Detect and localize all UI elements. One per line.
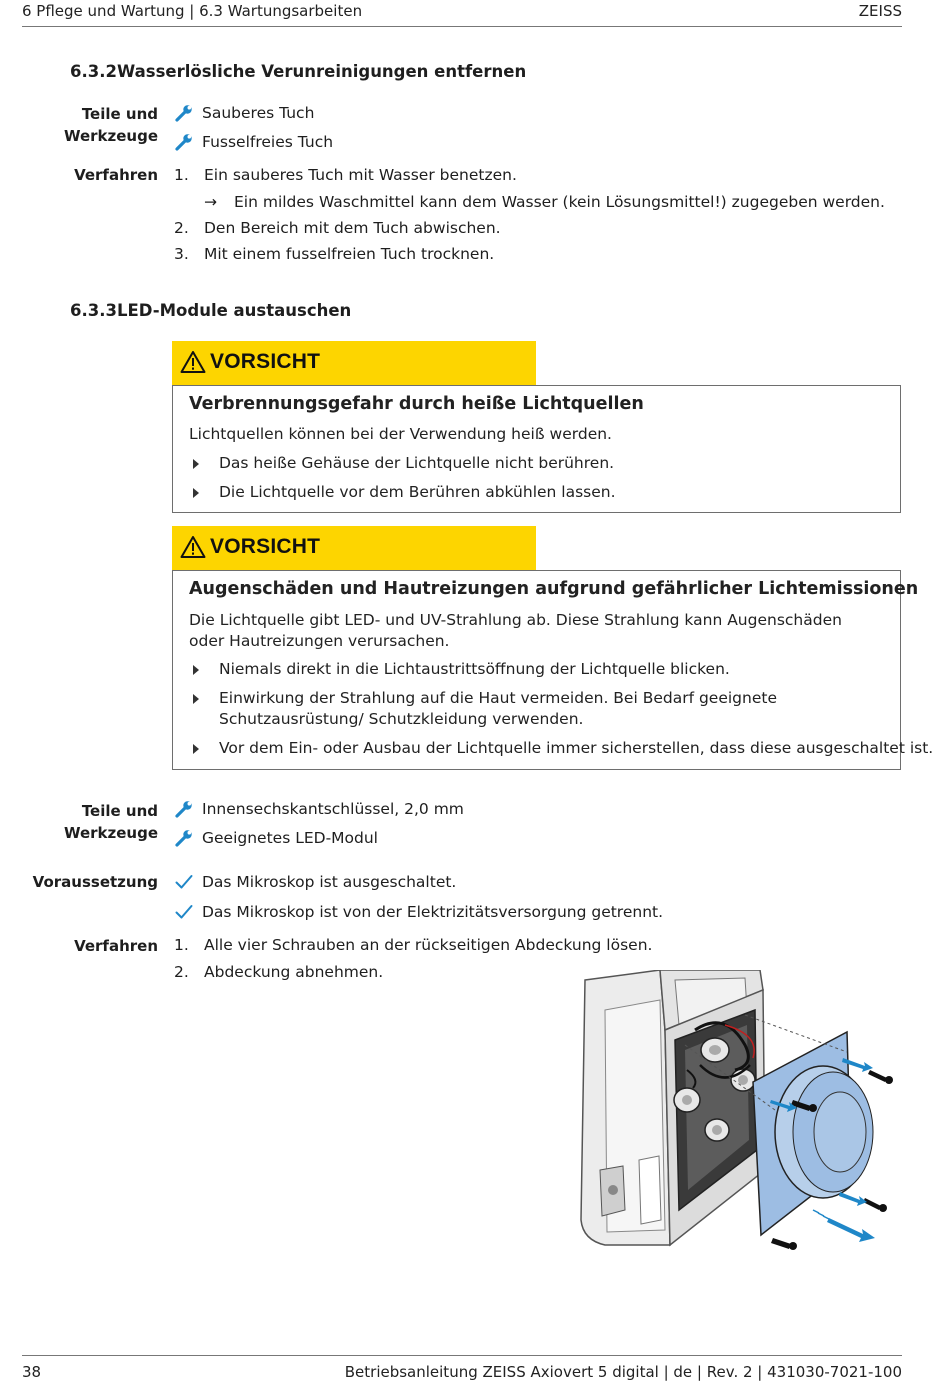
warning-triangle-icon [180,350,206,374]
warning-triangle-icon [180,535,206,559]
wrench-icon [174,103,194,123]
triangle-bullet-icon [193,488,199,498]
checkmark-icon [174,872,194,892]
warning-header [172,341,536,385]
warning-text: Die Lichtquelle gibt LED- und UV-Strahlung ab. Diese Strahlung kann Augenschäden oder Hautreizungen verursachen. [189,611,842,650]
arrow-right-icon: → [204,193,217,211]
header-rule [22,26,902,27]
procedure-label: Verfahren [74,937,158,955]
triangle-bullet-icon [193,744,199,754]
warning-text: Lichtquellen können bei der Verwendung heiß werden. [189,425,612,443]
tools-label: Teile und Werkzeuge [63,105,158,145]
procedure-label: Verfahren [74,166,158,184]
warning-title: Augenschäden und Hautreizungen aufgrund gefährlicher Lichtemissionen [189,579,919,599]
section-number: 6.3.2 [70,62,117,81]
warning-title: Verbrennungsgefahr durch heiße Lichtquellen [189,394,644,414]
triangle-bullet-icon [193,694,199,704]
warning-box: Verbrennungsgefahr durch heiße Lichtquellen Lichtquellen können bei der Verwendung heiß werden. Das heiße Gehäuse der Lichtquelle nicht berühren. Die Lichtquelle vor dem Berühren abkühlen lassen. [172,385,901,513]
section-title: LED-Module austauschen [117,301,352,320]
warning-header [172,526,536,570]
page-number: 38 [22,1363,42,1381]
section-title: Wasserlösliche Verunreinigungen entfernen [117,62,527,81]
warning-box: Augenschäden und Hautreizungen aufgrund gefährlicher Lichtemissionen Die Lichtquelle gibt LED- und UV-Strahlung ab. Diese Strahlung kann Augenschäden oder Hautreizungen verursachen. Niemals direkt in die Lichtaustrittsöffnung der Lichtquelle blicken. Einwirkung der Strahlung auf die Haut vermeiden. Bei Bedarf geeignete Schutzausrüstung/ Schutzkleidung verwenden. Vor dem Ein- oder Ausbau der Lichtquelle immer sicherstellen, dass diese ausgeschaltet ist. [172,570,901,770]
footer-rule [22,1355,902,1356]
header-brand: ZEISS [858,2,902,20]
header-breadcrumb: 6 Pflege und Wartung | 6.3 Wartungsarbeiten [22,2,363,20]
document-reference: Betriebsanleitung ZEISS Axiovert 5 digital | de | Rev. 2 | 431030-7021-100 [344,1363,902,1381]
led-module-illustration [575,970,910,1250]
warning-signal-word: VORSICHT [210,535,321,558]
wrench-icon [174,799,194,819]
triangle-bullet-icon [193,665,199,675]
checkmark-icon [174,902,194,922]
wrench-icon [174,132,194,152]
tools-label: Teile und Werkzeuge [63,802,158,842]
wrench-icon [174,828,194,848]
section-number: 6.3.3 [70,301,117,320]
warning-signal-word: VORSICHT [210,350,321,373]
prerequisite-label: Voraussetzung [32,873,158,891]
triangle-bullet-icon [193,459,199,469]
